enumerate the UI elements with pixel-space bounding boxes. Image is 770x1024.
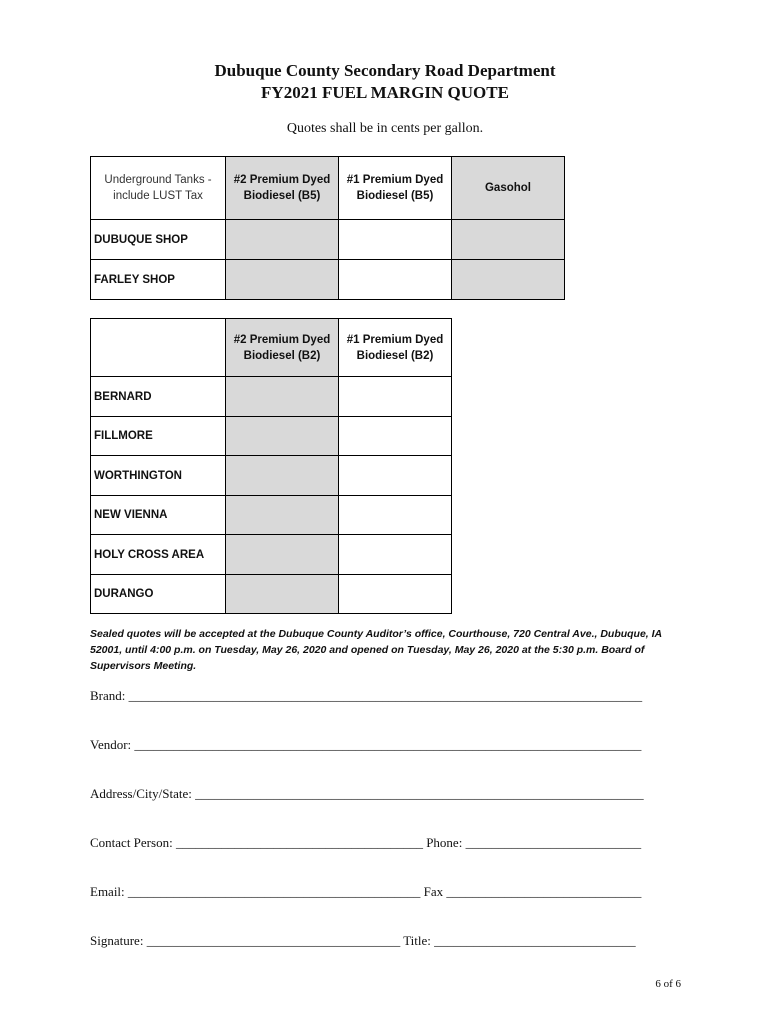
quote-cell[interactable] [226, 496, 339, 535]
signature-field[interactable]: _______________________________________ [146, 933, 401, 948]
table2-col-header: #2 Premium Dyed Biodiesel (B2) [226, 319, 339, 377]
table2-col-header: #1 Premium Dyed Biodiesel (B2) [339, 319, 452, 377]
quote-cell[interactable] [226, 260, 339, 300]
vendor-field[interactable]: ______________________________________________________________________________ [134, 737, 642, 752]
address-field[interactable]: _____________________________________________________________________ [195, 786, 644, 801]
address-row [90, 786, 644, 802]
quote-cell[interactable] [339, 417, 452, 456]
table-row [91, 377, 452, 417]
table1-col-header: Gasohol [452, 157, 565, 220]
signature-row [90, 933, 636, 949]
units-note: Quotes shall be in cents per gallon. [286, 121, 484, 136]
vendor-label: Vendor: [90, 737, 135, 752]
email-field[interactable]: _____________________________________________ [127, 884, 421, 899]
table1-corner-label: Underground Tanks - include LUST Tax [91, 157, 226, 220]
quote-cell[interactable] [339, 575, 452, 614]
quote-cell[interactable] [452, 220, 565, 260]
brand-row [90, 688, 642, 704]
table-row [91, 535, 452, 575]
row-label: HOLY CROSS AREA [91, 535, 226, 575]
submission-notice: Sealed quotes will be accepted at the Dubuque County Auditor’s office, Courthouse, 720 Central Ave., Dubuque, IA 52001, until 4:00 p.m. on Tuesday, May 26, 2020 and opened on Tuesday, May 26, 2020 at the 5:30 p.m. Board of Supervisors Meeting. [90, 628, 662, 672]
table-row [91, 260, 565, 300]
page-number: 6 of 6 [655, 978, 681, 990]
title-label: Title: [400, 933, 435, 948]
contact-row [90, 835, 641, 851]
brand-field[interactable]: _______________________________________________________________________________ [128, 688, 643, 703]
email-row [90, 884, 641, 900]
table-row [91, 456, 452, 496]
row-label: DURANGO [91, 575, 226, 614]
quote-cell[interactable] [226, 377, 339, 417]
phone-label: Phone: [422, 835, 466, 850]
document-title: Dubuque County Secondary Road Department [214, 61, 556, 80]
row-label: FARLEY SHOP [91, 260, 226, 300]
underground-tanks-table [90, 156, 565, 300]
table-row [91, 220, 565, 260]
brand-label: Brand: [90, 688, 129, 703]
table-row [91, 575, 452, 614]
row-label: WORTHINGTON [91, 456, 226, 496]
row-label: BERNARD [91, 377, 226, 417]
table1-col-header: #1 Premium Dyed Biodiesel (B5) [339, 157, 452, 220]
quote-cell[interactable] [339, 377, 452, 417]
quote-cell[interactable] [452, 260, 565, 300]
document-subtitle: FY2021 FUEL MARGIN QUOTE [261, 83, 509, 102]
row-label: DUBUQUE SHOP [91, 220, 226, 260]
fax-label: Fax [420, 884, 447, 899]
vendor-row [90, 737, 641, 753]
table2-corner [91, 319, 226, 377]
row-label: FILLMORE [91, 417, 226, 456]
quote-cell[interactable] [339, 456, 452, 496]
contact-field[interactable]: ______________________________________ [175, 835, 423, 850]
quote-cell[interactable] [226, 535, 339, 575]
quote-cell[interactable] [226, 220, 339, 260]
quote-cell[interactable] [339, 535, 452, 575]
contact-label: Contact Person: [90, 835, 176, 850]
quote-cell[interactable] [339, 496, 452, 535]
email-label: Email: [90, 884, 128, 899]
row-label: NEW VIENNA [91, 496, 226, 535]
signature-label: Signature: [90, 933, 147, 948]
quote-cell[interactable] [339, 220, 452, 260]
fax-field[interactable]: ______________________________ [446, 884, 642, 899]
title-field[interactable]: _______________________________ [434, 933, 636, 948]
table1-col-header: #2 Premium Dyed Biodiesel (B5) [226, 157, 339, 220]
address-label: Address/City/State: [90, 786, 196, 801]
quote-cell[interactable] [226, 575, 339, 614]
phone-field[interactable]: ___________________________ [465, 835, 642, 850]
table-row [91, 417, 452, 456]
location-quote-table [90, 318, 452, 614]
quote-cell[interactable] [339, 260, 452, 300]
quote-cell[interactable] [226, 456, 339, 496]
quote-cell[interactable] [226, 417, 339, 456]
table-row [91, 496, 452, 535]
